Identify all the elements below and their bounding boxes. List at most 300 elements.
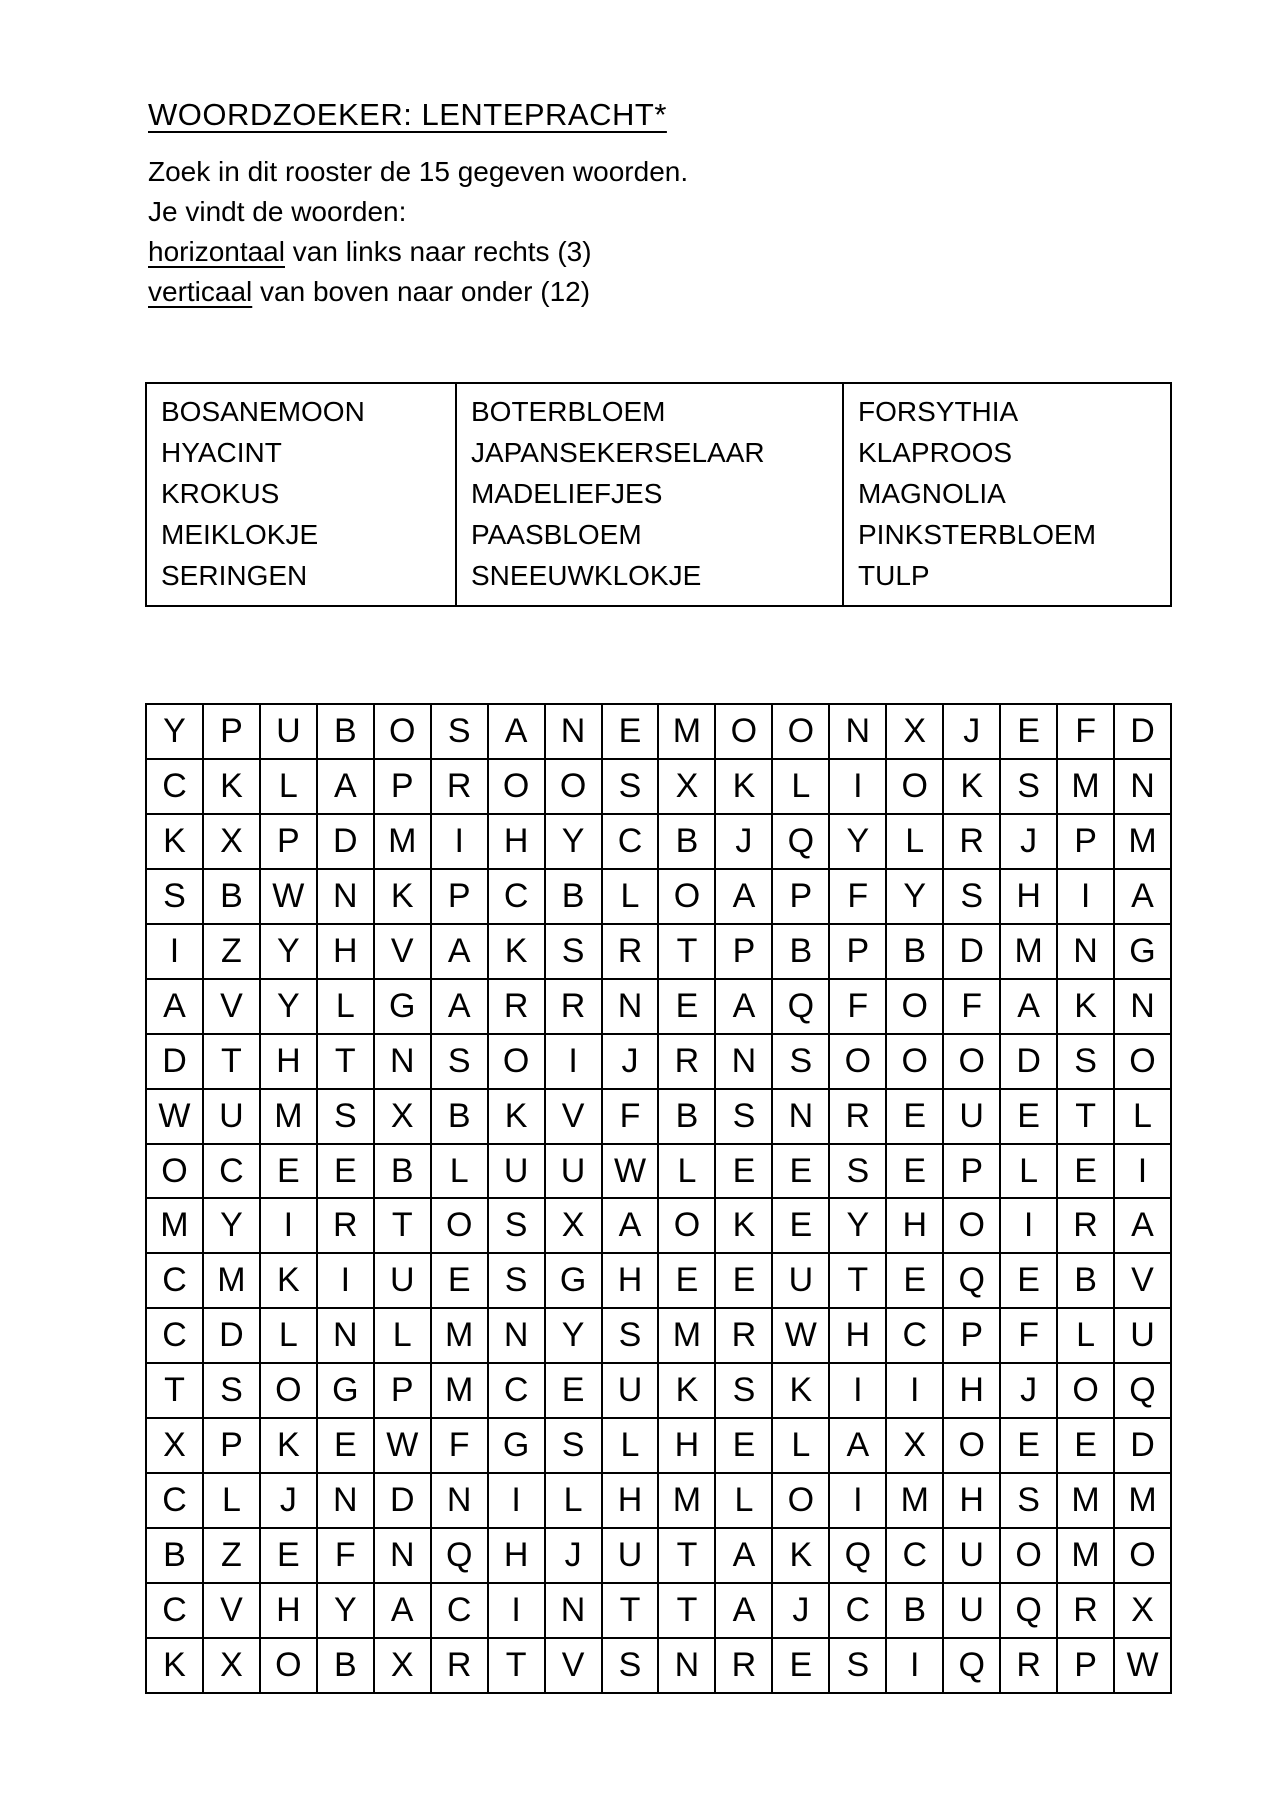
grid-cell: C bbox=[147, 1474, 204, 1529]
grid-cell: V bbox=[375, 925, 432, 980]
grid-cell: E bbox=[773, 1145, 830, 1200]
grid-cell: N bbox=[546, 705, 603, 760]
grid-cell: A bbox=[432, 980, 489, 1035]
grid-cell: U bbox=[375, 1254, 432, 1309]
grid-cell: S bbox=[318, 1090, 375, 1145]
grid-cell: K bbox=[944, 760, 1001, 815]
grid-cell: Y bbox=[546, 815, 603, 870]
grid-cell: L bbox=[1115, 1090, 1172, 1145]
grid-cell: L bbox=[659, 1145, 716, 1200]
grid-cell: L bbox=[887, 815, 944, 870]
grid-cell: H bbox=[944, 1474, 1001, 1529]
grid-cell: R bbox=[432, 760, 489, 815]
grid-cell: U bbox=[944, 1529, 1001, 1584]
grid-cell: Y bbox=[261, 980, 318, 1035]
grid-cell: Q bbox=[773, 815, 830, 870]
grid-cell: F bbox=[603, 1090, 660, 1145]
grid-cell: R bbox=[489, 980, 546, 1035]
grid-cell: O bbox=[830, 1035, 887, 1090]
grid-cell: K bbox=[204, 760, 261, 815]
grid-cell: Y bbox=[887, 870, 944, 925]
grid-cell: X bbox=[887, 1419, 944, 1474]
grid-cell: K bbox=[147, 815, 204, 870]
grid-cell: K bbox=[773, 1364, 830, 1419]
grid-cell: J bbox=[603, 1035, 660, 1090]
grid-cell: H bbox=[944, 1364, 1001, 1419]
word-list-item: JAPANSEKERSELAAR bbox=[471, 437, 765, 468]
grid-cell: S bbox=[204, 1364, 261, 1419]
grid-cell: E bbox=[1001, 1254, 1058, 1309]
grid-cell: E bbox=[1001, 705, 1058, 760]
grid-cell: D bbox=[944, 925, 1001, 980]
grid-cell: T bbox=[659, 1584, 716, 1639]
grid-cell: N bbox=[375, 1529, 432, 1584]
grid-cell: U bbox=[1115, 1309, 1172, 1364]
grid-cell: O bbox=[546, 760, 603, 815]
grid-cell: F bbox=[1058, 705, 1115, 760]
grid-cell: S bbox=[546, 1419, 603, 1474]
grid-cell: O bbox=[887, 980, 944, 1035]
grid-cell: N bbox=[432, 1474, 489, 1529]
grid-cell: T bbox=[147, 1364, 204, 1419]
grid-cell: Q bbox=[944, 1254, 1001, 1309]
grid-cell: S bbox=[489, 1254, 546, 1309]
grid-cell: T bbox=[830, 1254, 887, 1309]
grid-cell: K bbox=[716, 1199, 773, 1254]
grid-cell: U bbox=[944, 1090, 1001, 1145]
grid-cell: L bbox=[1058, 1309, 1115, 1364]
grid-cell: P bbox=[204, 1419, 261, 1474]
grid-cell: I bbox=[887, 1639, 944, 1694]
grid-cell: Y bbox=[261, 925, 318, 980]
grid-cell: M bbox=[261, 1090, 318, 1145]
grid-cell: E bbox=[887, 1254, 944, 1309]
grid-cell: N bbox=[1115, 980, 1172, 1035]
grid-cell: B bbox=[887, 1584, 944, 1639]
grid-cell: N bbox=[659, 1639, 716, 1694]
grid-cell: S bbox=[489, 1199, 546, 1254]
grid-cell: R bbox=[1001, 1639, 1058, 1694]
grid-cell: O bbox=[1115, 1529, 1172, 1584]
grid-cell: D bbox=[1115, 1419, 1172, 1474]
grid-cell: E bbox=[1001, 1419, 1058, 1474]
grid-cell: H bbox=[830, 1309, 887, 1364]
grid-cell: C bbox=[432, 1584, 489, 1639]
grid-cell: K bbox=[147, 1639, 204, 1694]
grid-cell: E bbox=[318, 1145, 375, 1200]
grid-cell: L bbox=[261, 760, 318, 815]
grid-cell: M bbox=[887, 1474, 944, 1529]
grid-cell: R bbox=[318, 1199, 375, 1254]
grid-cell: O bbox=[944, 1419, 1001, 1474]
grid-cell: U bbox=[261, 705, 318, 760]
grid-cell: W bbox=[147, 1090, 204, 1145]
word-list-item: TULP bbox=[858, 560, 930, 591]
grid-cell: N bbox=[1058, 925, 1115, 980]
grid-cell: S bbox=[546, 925, 603, 980]
grid-cell: V bbox=[1115, 1254, 1172, 1309]
grid-cell: K bbox=[489, 925, 546, 980]
grid-cell: R bbox=[659, 1035, 716, 1090]
word-list-item: HYACINT bbox=[161, 437, 282, 468]
grid-cell: B bbox=[546, 870, 603, 925]
grid-cell: H bbox=[1001, 870, 1058, 925]
grid-cell: O bbox=[1058, 1364, 1115, 1419]
grid-cell: I bbox=[318, 1254, 375, 1309]
word-list-column-2 bbox=[457, 384, 844, 605]
grid-cell: M bbox=[1001, 925, 1058, 980]
grid-cell: E bbox=[887, 1090, 944, 1145]
grid-cell: X bbox=[147, 1419, 204, 1474]
grid-cell: O bbox=[773, 1474, 830, 1529]
grid-cell: O bbox=[944, 1035, 1001, 1090]
grid-cell: J bbox=[944, 705, 1001, 760]
grid-cell: V bbox=[204, 1584, 261, 1639]
grid-cell: Y bbox=[318, 1584, 375, 1639]
grid-cell: X bbox=[375, 1090, 432, 1145]
grid-cell: R bbox=[1058, 1199, 1115, 1254]
grid-cell: P bbox=[261, 815, 318, 870]
grid-cell: E bbox=[432, 1254, 489, 1309]
grid-cell: W bbox=[773, 1309, 830, 1364]
grid-cell: O bbox=[716, 705, 773, 760]
grid-cell: X bbox=[1115, 1584, 1172, 1639]
grid-cell: L bbox=[1001, 1145, 1058, 1200]
grid-cell: R bbox=[1058, 1584, 1115, 1639]
grid-cell: I bbox=[1001, 1199, 1058, 1254]
grid-cell: G bbox=[489, 1419, 546, 1474]
grid-cell: M bbox=[1058, 1529, 1115, 1584]
grid-cell: O bbox=[489, 760, 546, 815]
grid-cell: E bbox=[318, 1419, 375, 1474]
grid-cell: O bbox=[1115, 1035, 1172, 1090]
grid-cell: E bbox=[659, 1254, 716, 1309]
grid-cell: N bbox=[603, 980, 660, 1035]
grid-cell: E bbox=[1001, 1090, 1058, 1145]
grid-cell: T bbox=[489, 1639, 546, 1694]
grid-cell: R bbox=[546, 980, 603, 1035]
grid-cell: E bbox=[1058, 1419, 1115, 1474]
grid-cell: D bbox=[204, 1309, 261, 1364]
grid-cell: C bbox=[204, 1145, 261, 1200]
grid-cell: E bbox=[546, 1364, 603, 1419]
grid-cell: H bbox=[261, 1584, 318, 1639]
grid-cell: R bbox=[603, 925, 660, 980]
grid-cell: E bbox=[1058, 1145, 1115, 1200]
grid-cell: R bbox=[830, 1090, 887, 1145]
instruction-line-4 bbox=[148, 272, 688, 312]
grid-cell: Y bbox=[546, 1309, 603, 1364]
grid-cell: S bbox=[432, 1035, 489, 1090]
grid-cell: G bbox=[318, 1364, 375, 1419]
grid-cell: L bbox=[603, 1419, 660, 1474]
grid-cell: J bbox=[1001, 815, 1058, 870]
grid-cell: M bbox=[432, 1364, 489, 1419]
grid-cell: S bbox=[830, 1639, 887, 1694]
grid-cell: K bbox=[489, 1090, 546, 1145]
grid-cell: O bbox=[432, 1199, 489, 1254]
grid-cell: E bbox=[716, 1145, 773, 1200]
grid-cell: M bbox=[375, 815, 432, 870]
grid-cell: Q bbox=[944, 1639, 1001, 1694]
grid-cell: E bbox=[773, 1199, 830, 1254]
grid-cell: K bbox=[1058, 980, 1115, 1035]
grid-cell: N bbox=[318, 1474, 375, 1529]
grid-cell: P bbox=[944, 1309, 1001, 1364]
grid-cell: T bbox=[204, 1035, 261, 1090]
grid-cell: A bbox=[1115, 870, 1172, 925]
grid-cell: G bbox=[546, 1254, 603, 1309]
grid-cell: T bbox=[318, 1035, 375, 1090]
grid-cell: Q bbox=[1001, 1584, 1058, 1639]
grid-cell: G bbox=[1115, 925, 1172, 980]
grid-cell: P bbox=[773, 870, 830, 925]
grid-cell: P bbox=[944, 1145, 1001, 1200]
word-list-item: FORSYTHIA bbox=[858, 396, 1019, 427]
grid-cell: D bbox=[147, 1035, 204, 1090]
grid-cell: M bbox=[1058, 760, 1115, 815]
grid-cell: L bbox=[773, 760, 830, 815]
grid-cell: S bbox=[147, 870, 204, 925]
grid-cell: E bbox=[261, 1145, 318, 1200]
word-list-item: KLAPROOS bbox=[858, 437, 1013, 468]
grid-cell: P bbox=[375, 1364, 432, 1419]
grid-cell: E bbox=[716, 1254, 773, 1309]
grid-cell: G bbox=[375, 980, 432, 1035]
grid-cell: I bbox=[830, 760, 887, 815]
grid-cell: P bbox=[716, 925, 773, 980]
instruction-line-3 bbox=[148, 232, 688, 272]
grid-cell: U bbox=[546, 1145, 603, 1200]
grid-cell: J bbox=[1001, 1364, 1058, 1419]
grid-cell: J bbox=[546, 1529, 603, 1584]
grid-cell: B bbox=[659, 815, 716, 870]
grid-cell: E bbox=[716, 1419, 773, 1474]
grid-cell: H bbox=[603, 1474, 660, 1529]
grid-cell: O bbox=[261, 1364, 318, 1419]
grid-cell: M bbox=[659, 705, 716, 760]
word-list-column-3 bbox=[844, 384, 1170, 605]
grid-cell: B bbox=[432, 1090, 489, 1145]
grid-cell: F bbox=[830, 980, 887, 1035]
grid-cell: A bbox=[1001, 980, 1058, 1035]
grid-cell: X bbox=[375, 1639, 432, 1694]
grid-cell: E bbox=[603, 705, 660, 760]
grid-cell: Q bbox=[830, 1529, 887, 1584]
word-list-box bbox=[145, 382, 1172, 607]
grid-cell: M bbox=[147, 1199, 204, 1254]
grid-cell: M bbox=[1115, 815, 1172, 870]
word-list-item: MADELIEFJES bbox=[471, 478, 663, 509]
grid-cell: L bbox=[204, 1474, 261, 1529]
grid-cell: K bbox=[659, 1364, 716, 1419]
letter-grid bbox=[145, 703, 1172, 1694]
grid-cell: P bbox=[830, 925, 887, 980]
grid-cell: D bbox=[1001, 1035, 1058, 1090]
grid-cell: A bbox=[603, 1199, 660, 1254]
grid-cell: U bbox=[204, 1090, 261, 1145]
grid-cell: X bbox=[204, 815, 261, 870]
grid-cell: P bbox=[375, 760, 432, 815]
grid-cell: Q bbox=[773, 980, 830, 1035]
grid-cell: Z bbox=[204, 1529, 261, 1584]
grid-cell: A bbox=[716, 1529, 773, 1584]
grid-cell: C bbox=[147, 1309, 204, 1364]
grid-cell: S bbox=[603, 760, 660, 815]
grid-cell: R bbox=[432, 1639, 489, 1694]
grid-cell: C bbox=[887, 1529, 944, 1584]
grid-cell: Y bbox=[830, 1199, 887, 1254]
word-list-item: PINKSTERBLOEM bbox=[858, 519, 1097, 550]
grid-cell: T bbox=[603, 1584, 660, 1639]
grid-cell: K bbox=[261, 1419, 318, 1474]
grid-cell: V bbox=[204, 980, 261, 1035]
grid-cell: N bbox=[375, 1035, 432, 1090]
grid-cell: B bbox=[375, 1145, 432, 1200]
grid-cell: I bbox=[489, 1474, 546, 1529]
grid-cell: H bbox=[887, 1199, 944, 1254]
grid-cell: I bbox=[887, 1364, 944, 1419]
grid-cell: H bbox=[489, 815, 546, 870]
grid-cell: B bbox=[318, 1639, 375, 1694]
grid-cell: A bbox=[375, 1584, 432, 1639]
grid-cell: O bbox=[887, 760, 944, 815]
grid-cell: Y bbox=[830, 815, 887, 870]
grid-cell: O bbox=[261, 1639, 318, 1694]
grid-cell: S bbox=[603, 1639, 660, 1694]
grid-cell: I bbox=[830, 1474, 887, 1529]
grid-cell: U bbox=[489, 1145, 546, 1200]
grid-cell: N bbox=[318, 1309, 375, 1364]
grid-cell: J bbox=[261, 1474, 318, 1529]
grid-cell: X bbox=[204, 1639, 261, 1694]
grid-cell: L bbox=[716, 1474, 773, 1529]
word-list-item: BOSANEMOON bbox=[161, 396, 365, 427]
grid-cell: V bbox=[546, 1090, 603, 1145]
instruction-word-horizontaal: horizontaal bbox=[148, 236, 285, 267]
grid-cell: I bbox=[489, 1584, 546, 1639]
grid-cell: S bbox=[944, 870, 1001, 925]
instruction-line-4-rest: van boven naar onder (12) bbox=[252, 276, 591, 307]
grid-cell: C bbox=[887, 1309, 944, 1364]
word-list-item: MEIKLOKJE bbox=[161, 519, 319, 550]
grid-cell: D bbox=[375, 1474, 432, 1529]
grid-cell: B bbox=[773, 925, 830, 980]
grid-cell: D bbox=[318, 815, 375, 870]
grid-cell: R bbox=[944, 815, 1001, 870]
grid-cell: K bbox=[773, 1529, 830, 1584]
grid-cell: C bbox=[830, 1584, 887, 1639]
grid-cell: A bbox=[716, 980, 773, 1035]
grid-cell: C bbox=[489, 870, 546, 925]
grid-cell: Y bbox=[204, 1199, 261, 1254]
grid-cell: B bbox=[1058, 1254, 1115, 1309]
word-list-column-1 bbox=[147, 384, 457, 605]
grid-cell: O bbox=[659, 1199, 716, 1254]
grid-cell: E bbox=[261, 1529, 318, 1584]
grid-cell: M bbox=[659, 1309, 716, 1364]
grid-cell: L bbox=[432, 1145, 489, 1200]
grid-cell: L bbox=[773, 1419, 830, 1474]
grid-cell: N bbox=[1115, 760, 1172, 815]
grid-cell: S bbox=[830, 1145, 887, 1200]
grid-cell: M bbox=[1115, 1474, 1172, 1529]
grid-cell: B bbox=[204, 870, 261, 925]
grid-cell: O bbox=[489, 1035, 546, 1090]
word-list-item: SERINGEN bbox=[161, 560, 308, 591]
grid-cell: N bbox=[716, 1035, 773, 1090]
grid-cell: L bbox=[261, 1309, 318, 1364]
grid-cell: X bbox=[887, 705, 944, 760]
grid-cell: F bbox=[944, 980, 1001, 1035]
grid-cell: O bbox=[659, 870, 716, 925]
grid-cell: K bbox=[375, 870, 432, 925]
grid-cell: A bbox=[432, 925, 489, 980]
grid-cell: Y bbox=[147, 705, 204, 760]
grid-cell: C bbox=[147, 760, 204, 815]
grid-cell: A bbox=[147, 980, 204, 1035]
grid-cell: R bbox=[716, 1639, 773, 1694]
grid-cell: E bbox=[887, 1145, 944, 1200]
grid-cell: W bbox=[603, 1145, 660, 1200]
grid-cell: T bbox=[659, 925, 716, 980]
grid-cell: R bbox=[716, 1309, 773, 1364]
grid-cell: J bbox=[773, 1584, 830, 1639]
grid-cell: H bbox=[261, 1035, 318, 1090]
grid-cell: O bbox=[147, 1145, 204, 1200]
instructions bbox=[148, 152, 688, 312]
grid-cell: U bbox=[944, 1584, 1001, 1639]
grid-cell: I bbox=[1115, 1145, 1172, 1200]
grid-cell: O bbox=[887, 1035, 944, 1090]
grid-cell: A bbox=[1115, 1199, 1172, 1254]
grid-cell: K bbox=[261, 1254, 318, 1309]
grid-cell: S bbox=[432, 705, 489, 760]
grid-cell: N bbox=[830, 705, 887, 760]
grid-cell: A bbox=[716, 870, 773, 925]
page-title: WOORDZOEKER: LENTEPRACHT* bbox=[148, 97, 667, 132]
grid-cell: O bbox=[773, 705, 830, 760]
grid-cell: W bbox=[261, 870, 318, 925]
grid-cell: Q bbox=[1115, 1364, 1172, 1419]
grid-cell: L bbox=[318, 980, 375, 1035]
grid-cell: A bbox=[830, 1419, 887, 1474]
grid-cell: M bbox=[1058, 1474, 1115, 1529]
grid-cell: B bbox=[659, 1090, 716, 1145]
grid-cell: I bbox=[830, 1364, 887, 1419]
grid-cell: I bbox=[147, 925, 204, 980]
grid-cell: S bbox=[1001, 760, 1058, 815]
grid-cell: S bbox=[603, 1309, 660, 1364]
grid-cell: B bbox=[887, 925, 944, 980]
instruction-line-2: Je vindt de woorden: bbox=[148, 196, 407, 227]
grid-cell: L bbox=[603, 870, 660, 925]
grid-cell: A bbox=[489, 705, 546, 760]
grid-cell: A bbox=[318, 760, 375, 815]
grid-cell: S bbox=[1001, 1474, 1058, 1529]
word-list-item: KROKUS bbox=[161, 478, 280, 509]
grid-cell: I bbox=[261, 1199, 318, 1254]
grid-cell: V bbox=[546, 1639, 603, 1694]
grid-cell: D bbox=[1115, 705, 1172, 760]
grid-cell: Q bbox=[432, 1529, 489, 1584]
grid-cell: P bbox=[1058, 1639, 1115, 1694]
word-list-item: BOTERBLOEM bbox=[471, 396, 666, 427]
grid-cell: I bbox=[546, 1035, 603, 1090]
grid-cell: C bbox=[147, 1254, 204, 1309]
grid-cell: H bbox=[659, 1419, 716, 1474]
grid-cell: F bbox=[432, 1419, 489, 1474]
